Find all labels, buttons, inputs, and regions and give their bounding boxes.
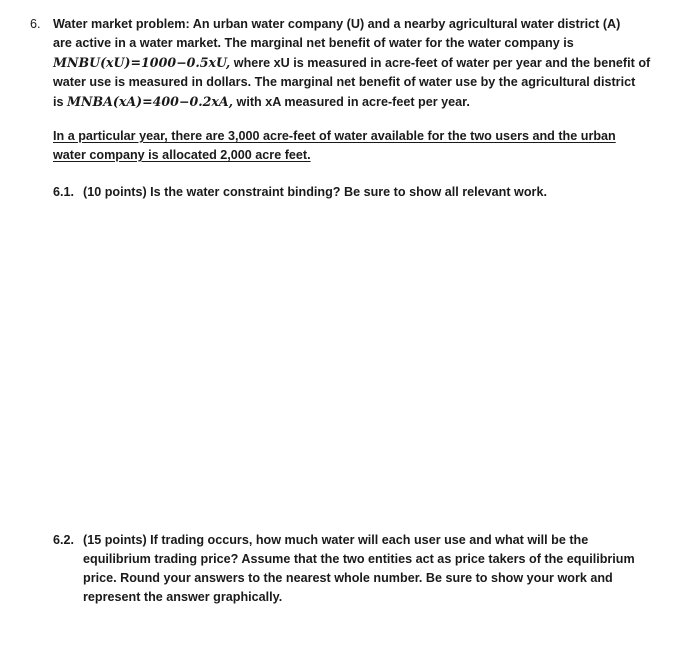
agricultural-mnb-formula: MNBA(xA)=400−0.2xA, [67,94,234,109]
question-line-5-rest: with xA measured in acre-feet per year. [233,95,470,109]
question-line-1: Water market problem: An urban water company (U) and a nearby agricultural water district (A) [53,17,621,31]
question-line-5 [53,92,653,112]
urban-mnb-formula: MNBU(xU)=1000−0.5xU, [53,55,231,70]
part-6-1-number: 6.1. [53,185,75,199]
part-6-2 [53,531,653,607]
question-line-2: are active in a water market. The marginal net benefit of water for the water company is [53,36,574,50]
part-6-2-line-1: (15 points) If trading occurs, how much water will each user use and what will be the [83,533,589,547]
scenario-line-2: water company is allocated 2,000 acre feet. [53,148,311,162]
scenario-line-1: In a particular year, there are 3,000 acre-feet of water available for the two users and the urban [53,129,616,143]
part-6-2-number: 6.2. [53,533,75,547]
part-6-1 [53,183,653,202]
part-6-2-line-3: price. Round your answers to the nearest whole number. Be sure to show your work and [83,571,613,585]
question-text [53,15,653,112]
part-6-2-line-4: represent the answer graphically. [83,590,283,604]
part-6-2-line-2: equilibrium trading price? Assume that the two entities act as price takers of the equilibrium [83,552,635,566]
question-line-3-rest: where xU is measured in acre-feet of water per year and the benefit of [230,56,651,70]
question-line-5-prefix: is [53,95,68,109]
part-6-1-text: (10 points) Is the water constraint binding? Be sure to show all relevant work. [83,185,547,199]
question-line-3 [53,53,653,73]
question-line-4: water use is measured in dollars. The marginal net benefit of water use by the agricultural district [53,75,636,89]
scenario-text [53,127,653,165]
question-number: 6. [30,17,41,31]
